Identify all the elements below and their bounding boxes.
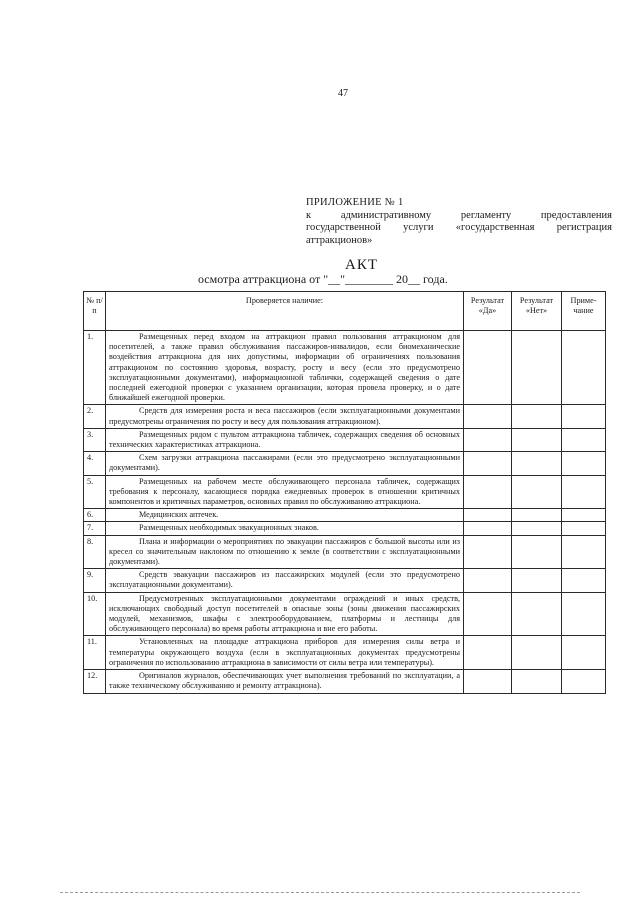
appendix-line-4: аттракционов»	[306, 234, 373, 246]
result-no-cell[interactable]	[512, 592, 562, 636]
row-number: 10.	[84, 592, 106, 636]
note-cell[interactable]	[562, 569, 606, 592]
table-row	[84, 670, 606, 693]
note-cell[interactable]	[562, 535, 606, 569]
row-text-cell	[106, 522, 464, 535]
row-text: Средств эвакуации пассажиров из пассажирских модулей (если это предусмотрено эксплуатационными документами).	[109, 570, 460, 590]
table-row	[84, 509, 606, 522]
table-row	[84, 522, 606, 535]
header-number: № п/п	[84, 292, 106, 331]
result-no-cell[interactable]	[512, 535, 562, 569]
act-subtitle: осмотра аттракциона от "__"________ 20__ года.	[198, 272, 448, 286]
page-bottom-rule	[60, 892, 580, 893]
page-number: 47	[338, 88, 348, 99]
row-text-cell	[106, 428, 464, 451]
row-text-cell	[106, 405, 464, 428]
row-number: 9.	[84, 569, 106, 592]
result-yes-cell[interactable]	[464, 522, 512, 535]
result-no-cell[interactable]	[512, 405, 562, 428]
result-yes-cell[interactable]	[464, 405, 512, 428]
row-number: 5.	[84, 475, 106, 509]
table-row	[84, 535, 606, 569]
header-note: Приме-чание	[562, 292, 606, 331]
row-text: Плана и информации о мероприятиях по эвакуации пассажиров с большой высоты или из кресел со значительным наклоном по отношению к земле (в соответствии с эксплуатационными документами).	[109, 536, 460, 567]
result-yes-cell[interactable]	[464, 636, 512, 670]
result-no-cell[interactable]	[512, 569, 562, 592]
row-text-cell	[106, 535, 464, 569]
result-yes-cell[interactable]	[464, 428, 512, 451]
result-no-cell[interactable]	[512, 331, 562, 405]
note-cell[interactable]	[562, 636, 606, 670]
result-yes-cell[interactable]	[464, 509, 512, 522]
note-cell[interactable]	[562, 509, 606, 522]
table-row	[84, 569, 606, 592]
row-text: Оригиналов журналов, обеспечивающих учет выполнения требований по эксплуатации, а также техническому обслуживанию и ремонту аттракциона).	[109, 671, 460, 691]
row-text-cell	[106, 509, 464, 522]
result-no-cell[interactable]	[512, 670, 562, 693]
row-number: 4.	[84, 452, 106, 475]
row-number: 1.	[84, 331, 106, 405]
header-checked: Проверяется наличие:	[106, 292, 464, 331]
note-cell[interactable]	[562, 475, 606, 509]
row-number: 7.	[84, 522, 106, 535]
note-cell[interactable]	[562, 592, 606, 636]
row-text-cell	[106, 331, 464, 405]
result-no-cell[interactable]	[512, 636, 562, 670]
header-yes: Результат «Да»	[464, 292, 512, 331]
table-row	[84, 428, 606, 451]
row-text-cell	[106, 452, 464, 475]
result-yes-cell[interactable]	[464, 452, 512, 475]
row-number: 6.	[84, 509, 106, 522]
row-text-cell	[106, 592, 464, 636]
note-cell[interactable]	[562, 331, 606, 405]
row-text-cell	[106, 636, 464, 670]
table-row	[84, 331, 606, 405]
result-no-cell[interactable]	[512, 428, 562, 451]
note-cell[interactable]	[562, 452, 606, 475]
appendix-line-3: государственной услуги «государственная регистрация	[306, 222, 612, 233]
result-yes-cell[interactable]	[464, 670, 512, 693]
note-cell[interactable]	[562, 405, 606, 428]
row-text-cell	[106, 475, 464, 509]
row-number: 8.	[84, 535, 106, 569]
note-cell[interactable]	[562, 522, 606, 535]
row-text-cell	[106, 670, 464, 693]
table-row	[84, 592, 606, 636]
appendix-line-2: к административному регламенту предоставления	[306, 209, 612, 221]
row-text: Медицинских аптечек.	[139, 510, 219, 520]
row-text: Размещенных рядом с пультом аттракциона табличек, содержащих сведения об основных технических характеристиках аттракциона.	[109, 429, 460, 450]
note-cell[interactable]	[562, 428, 606, 451]
table-row	[84, 636, 606, 670]
result-yes-cell[interactable]	[464, 569, 512, 592]
row-text-cell	[106, 569, 464, 592]
result-yes-cell[interactable]	[464, 592, 512, 636]
result-no-cell[interactable]	[512, 509, 562, 522]
row-text: Размещенных необходимых эвакуационных знаков.	[139, 523, 319, 533]
row-text: Средств для измерения роста и веса пассажиров (если эксплуатационными документами предусмотрены ограничения по росту и весу для пользования аттракционом).	[109, 406, 460, 426]
note-cell[interactable]	[562, 670, 606, 693]
header-no: Результат «Нет»	[512, 292, 562, 331]
row-text: Размещенных на рабочем месте обслуживающего персонала табличек, содержащих требования к персоналу, касающиеся порядка ежедневных проверок в отношении критичных компонентов и критичных параметров, основных правил по обслуживанию аттракциона.	[109, 476, 460, 507]
result-no-cell[interactable]	[512, 522, 562, 535]
result-no-cell[interactable]	[512, 475, 562, 509]
row-text: Предусмотренных эксплуатационными документами ограждений и иных средств, исключающих свободный доступ посетителей в опасные зоны (зоны движения пассажирских модулей, механизмов, шкафы с электрооборудованием, платформы и лестницы для обслуживающего персонала) во время работы аттракциона и вне его работы.	[109, 593, 460, 634]
appendix-title: ПРИЛОЖЕНИЕ № 1	[306, 197, 404, 208]
table-row	[84, 475, 606, 509]
row-number: 3.	[84, 428, 106, 451]
result-yes-cell[interactable]	[464, 331, 512, 405]
table-header-row	[84, 292, 606, 331]
row-number: 11.	[84, 636, 106, 670]
result-yes-cell[interactable]	[464, 475, 512, 509]
inspection-table	[83, 291, 606, 694]
table-row	[84, 452, 606, 475]
row-text: Схем загрузки аттракциона пассажирами (если это предусмотрено эксплуатационными документами).	[109, 453, 460, 473]
result-no-cell[interactable]	[512, 452, 562, 475]
row-text: Установленных на площадке аттракциона приборов для измерения силы ветра и температуры окружающего воздуха (если в эксплуатационных документах предусмотрены ограничения по использованию аттракциона в зависимости от силы ветра или температуры).	[109, 637, 460, 667]
table-row	[84, 405, 606, 428]
row-number: 12.	[84, 670, 106, 693]
appendix-block	[306, 197, 612, 247]
act-title: АКТ	[345, 257, 378, 273]
row-number: 2.	[84, 405, 106, 428]
row-text: Размещенных перед входом на аттракцион правил пользования аттракционом для посетителей, а также правил обслуживания пассажиров-инвалидов, если биомеханические воздействия аттракциона для них допустимы, информации об ограничениях пользования аттракционом по состоянию здоровья, возрасту, росту и весу (если это предусмотрено эксплуатационными документами), информационной таблички, содержащей сведения о дате последней ежегодной проверки с указанием организации, которая провела проверку, и о дате ближайшей ежегодной проверки.	[109, 332, 460, 403]
result-yes-cell[interactable]	[464, 535, 512, 569]
